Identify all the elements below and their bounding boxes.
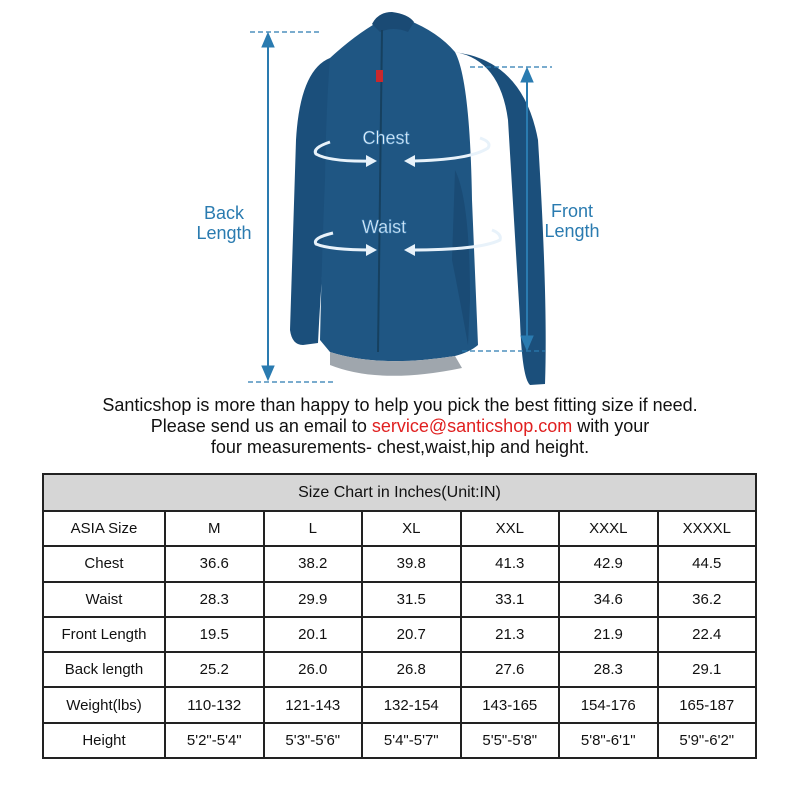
table-cell: 27.6 (461, 652, 560, 687)
header-cell: L (264, 511, 363, 546)
jersey-measurement-diagram (0, 0, 800, 392)
table-cell: 21.3 (461, 617, 560, 652)
table-cell: 19.5 (165, 617, 264, 652)
table-cell: 39.8 (362, 546, 461, 581)
waist-label: Waist (361, 217, 407, 237)
table-cell: 41.3 (461, 546, 560, 581)
table-row-weight (43, 687, 756, 722)
header-cell: XXL (461, 511, 560, 546)
jersey-illustration (290, 12, 546, 385)
table-cell: 154-176 (559, 687, 658, 722)
zipper-pull (376, 70, 383, 82)
table-cell: 34.6 (559, 582, 658, 617)
table-cell: 33.1 (461, 582, 560, 617)
table-cell: 5'3"-5'6" (264, 723, 363, 758)
table-header-row (43, 511, 756, 546)
table-cell: 44.5 (658, 546, 757, 581)
table-cell: 5'9"-6'2" (658, 723, 757, 758)
table-cell: 29.9 (264, 582, 363, 617)
help-line-1: Santicshop is more than happy to help you pick the best fitting size if need. (102, 395, 698, 415)
back-length-label-line2: Length (196, 223, 252, 243)
help-message (0, 395, 800, 458)
table-cell: 29.1 (658, 652, 757, 687)
table-cell: 5'4"-5'7" (362, 723, 461, 758)
help-line-2-end: with your (572, 416, 650, 436)
table-cell: 132-154 (362, 687, 461, 722)
table-row-back-length (43, 652, 756, 687)
header-cell: M (165, 511, 264, 546)
table-row-front-length (43, 617, 756, 652)
header-cell: XXXXL (658, 511, 757, 546)
table-cell: 28.3 (165, 582, 264, 617)
table-row-waist (43, 582, 756, 617)
table-cell: 20.7 (362, 617, 461, 652)
table-cell: 5'2"-5'4" (165, 723, 264, 758)
header-cell: XXXL (559, 511, 658, 546)
front-length-label-line2: Length (544, 221, 600, 241)
row-label: Front Length (43, 617, 165, 652)
size-chart-table (42, 473, 757, 759)
help-line-2-start: Please send us an email to (150, 416, 372, 436)
table-title-row (43, 474, 756, 511)
table-cell: 121-143 (264, 687, 363, 722)
back-length-label-line1: Back (203, 203, 245, 223)
row-label: Chest (43, 546, 165, 581)
table-cell: 42.9 (559, 546, 658, 581)
row-label: Weight(lbs) (43, 687, 165, 722)
support-email-link[interactable]: service@santicshop.com (371, 416, 573, 436)
size-chart-title: Size Chart in Inches(Unit:IN) (43, 474, 756, 511)
table-cell: 5'5"-5'8" (461, 723, 560, 758)
table-cell: 28.3 (559, 652, 658, 687)
row-label: Back length (43, 652, 165, 687)
table-cell: 21.9 (559, 617, 658, 652)
table-cell: 165-187 (658, 687, 757, 722)
table-cell: 25.2 (165, 652, 264, 687)
header-cell: XL (362, 511, 461, 546)
table-cell: 38.2 (264, 546, 363, 581)
table-cell: 26.8 (362, 652, 461, 687)
row-label: Waist (43, 582, 165, 617)
table-cell: 22.4 (658, 617, 757, 652)
table-cell: 143-165 (461, 687, 560, 722)
table-cell: 36.6 (165, 546, 264, 581)
table-cell: 36.2 (658, 582, 757, 617)
header-cell-size: ASIA Size (43, 511, 165, 546)
table-cell: 20.1 (264, 617, 363, 652)
table-row-chest (43, 546, 756, 581)
help-line-3: four measurements- chest,waist,hip and height. (210, 437, 590, 457)
table-cell: 26.0 (264, 652, 363, 687)
help-line-2 (0, 416, 800, 437)
front-length-label-line1: Front (550, 201, 594, 221)
chest-label: Chest (362, 128, 410, 148)
row-label: Height (43, 723, 165, 758)
table-row-height (43, 723, 756, 758)
table-cell: 5'8"-6'1" (559, 723, 658, 758)
table-cell: 31.5 (362, 582, 461, 617)
table-cell: 110-132 (165, 687, 264, 722)
